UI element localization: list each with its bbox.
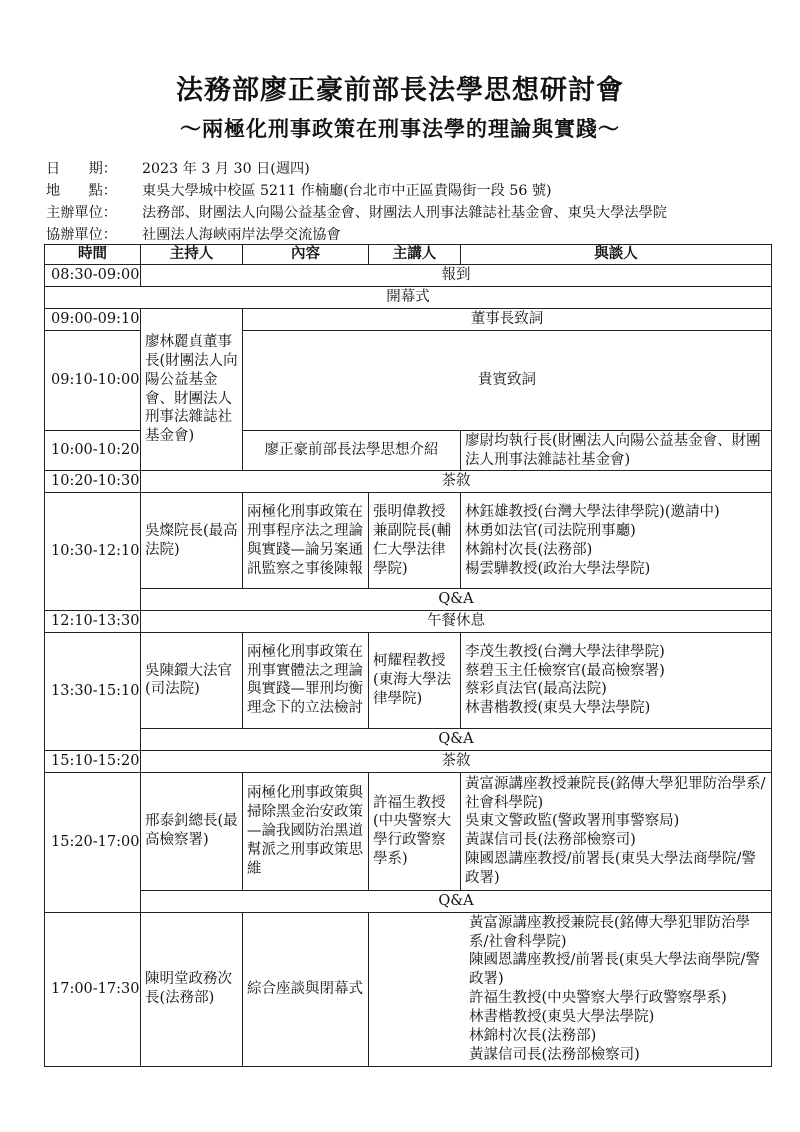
info-label: 協辦單位： [46, 227, 117, 243]
panel-cell [461, 493, 772, 589]
time-cell: 08:30-09:00 [45, 264, 141, 286]
info-label: 地 點： [46, 183, 117, 199]
qa-row [45, 589, 772, 611]
session-row [45, 493, 772, 589]
host-cell: 廖林麗貞董事長(財團法人向陽公益基金會、財團法人刑事法雜誌社基金會) [141, 308, 243, 471]
host-cell: 邢泰釗總長(最高檢察署) [141, 772, 243, 890]
info-label: 日 期： [46, 161, 117, 177]
info-value: 社團法人海峽兩岸法學交流協會 [142, 227, 341, 243]
speaker-cell: 張明偉教授兼副院長(輔仁大學法律學院) [369, 493, 461, 589]
panel-cell [369, 912, 772, 1066]
time-cell: 10:20-10:30 [45, 471, 141, 493]
header-speaker: 主講人 [369, 245, 461, 265]
content-cell: 綜合座談與閉幕式 [243, 912, 369, 1066]
panelist: 林勇如法官(司法院刑事廳) [465, 522, 636, 539]
panelist: 黃富源講座教授兼院長(銘傳大學犯罪防治學系/社會科學院) [469, 914, 751, 950]
panelist: 楊雲驊教授(政治大學法學院) [465, 560, 651, 577]
info-co-organizer [46, 224, 341, 244]
page-title: 法務部廖正豪前部長法學思想研討會 [176, 75, 624, 106]
content-cell: 廖正豪前部長法學思想介紹 [243, 430, 461, 471]
host-cell: 吳陳鐶大法官(司法院) [141, 632, 243, 728]
table-row [45, 264, 772, 286]
table-row [45, 286, 772, 308]
panelist: 陳國恩講座教授/前署長(東吳大學法商學院/警政署) [469, 952, 760, 988]
info-value: 東吳大學城中校區 5211 作楠廳(台北市中正區貴陽街一段 56 號) [142, 183, 552, 199]
info-value: 法務部、財團法人向陽公益基金會、財團法人刑事法雜誌社基金會、東吳大學法學院 [142, 205, 667, 221]
table-row [45, 308, 772, 330]
info-value: 2023 年 3 月 30 日(週四) [142, 161, 310, 177]
content-cell: 兩極化刑事政策在刑事程序法之理論與實踐—論另案通訊監察之事後陳報 [243, 493, 369, 589]
agenda-item: 開幕式 [45, 286, 772, 308]
info-organizer [46, 202, 667, 222]
panelist: 林書楷教授(東吳大學法學院) [465, 700, 651, 717]
agenda-item: 貴賓致詞 [243, 330, 772, 430]
header-host: 主持人 [141, 245, 243, 265]
time-cell: 10:30-12:10 [45, 493, 141, 611]
session-row [45, 632, 772, 728]
speaker-cell: 許福生教授(中央警察大學行政警察學系) [369, 772, 461, 890]
panel-cell [461, 632, 772, 728]
panelist: 林鈺雄教授(台灣大學法律學院)(邀請中) [465, 504, 720, 521]
time-cell: 12:10-13:30 [45, 611, 141, 633]
time-cell: 17:00-17:30 [45, 912, 141, 1066]
panelist: 蔡彩貞法官(最高法院) [465, 681, 607, 698]
agenda-item: 董事長致詞 [243, 308, 772, 330]
header-content: 內容 [243, 245, 369, 265]
agenda-item: 報到 [141, 264, 772, 286]
header-time: 時間 [45, 245, 141, 265]
host-cell: 陳明堂政務次長(法務部) [141, 912, 243, 1066]
panelist: 吳東文警政監(警政署刑事警察局) [465, 813, 680, 830]
table-row [45, 471, 772, 493]
info-label: 主辦單位： [46, 205, 117, 221]
qa-cell: Q&A [141, 589, 772, 611]
info-venue [46, 180, 552, 200]
time-cell: 15:10-15:20 [45, 750, 141, 772]
content-cell: 兩極化刑事政策在刑事實體法之理論與實踐—罪刑均衡理念下的立法檢討 [243, 632, 369, 728]
panelist: 黃富源講座教授兼院長(銘傳大學犯罪防治學系/社會科學院) [465, 775, 766, 811]
time-cell: 15:20-17:00 [45, 772, 141, 912]
agenda-item: 午餐休息 [141, 611, 772, 633]
time-cell: 09:10-10:00 [45, 330, 141, 430]
panelist: 陳國恩講座教授/前署長(東吳大學法商學院/警政署) [465, 851, 756, 886]
content-cell: 兩極化刑事政策與掃除黑金治安政策—論我國防治黑道幫派之刑事政策思維 [243, 772, 369, 890]
time-cell: 09:00-09:10 [45, 308, 141, 330]
agenda-item: 茶敘 [141, 471, 772, 493]
panel-cell: 廖尉均執行長(財團法人向陽公益基金會、財團法人刑事法雜誌社基金會) [461, 430, 772, 471]
host-cell: 吳燦院長(最高法院) [141, 493, 243, 589]
panel-cell [461, 772, 772, 890]
panelist: 林錦村次長(法務部) [469, 1027, 597, 1044]
schedule-table [44, 244, 772, 1067]
session-row [45, 772, 772, 890]
table-row [45, 611, 772, 633]
qa-row [45, 890, 772, 912]
time-cell: 10:00-10:20 [45, 430, 141, 471]
time-cell: 13:30-15:10 [45, 632, 141, 750]
info-date [46, 158, 310, 178]
panelist: 黃謀信司長(法務部檢察司) [469, 1046, 640, 1063]
speaker-cell: 柯耀程教授(東海大學法律學院) [369, 632, 461, 728]
header-row [45, 245, 772, 265]
panelist: 許福生教授(中央警察大學行政警察學系) [469, 990, 727, 1007]
panelist: 李茂生教授(台灣大學法律學院) [465, 643, 665, 660]
qa-cell: Q&A [141, 890, 772, 912]
panelist: 蔡碧玉主任檢察官(最高檢察署) [465, 662, 665, 679]
panelist: 林錦村次長(法務部) [465, 541, 593, 558]
table-row [45, 750, 772, 772]
panelist: 林書楷教授(東吳大學法學院) [469, 1008, 655, 1025]
panelist: 黃謀信司長(法務部檢察司) [465, 832, 636, 849]
qa-row [45, 728, 772, 750]
header-panel: 與談人 [461, 245, 772, 265]
session-row [45, 912, 772, 1066]
qa-cell: Q&A [141, 728, 772, 750]
agenda-item: 茶敘 [141, 750, 772, 772]
page-subtitle: ～兩極化刑事政策在刑事法學的理論與實踐～ [180, 116, 620, 141]
